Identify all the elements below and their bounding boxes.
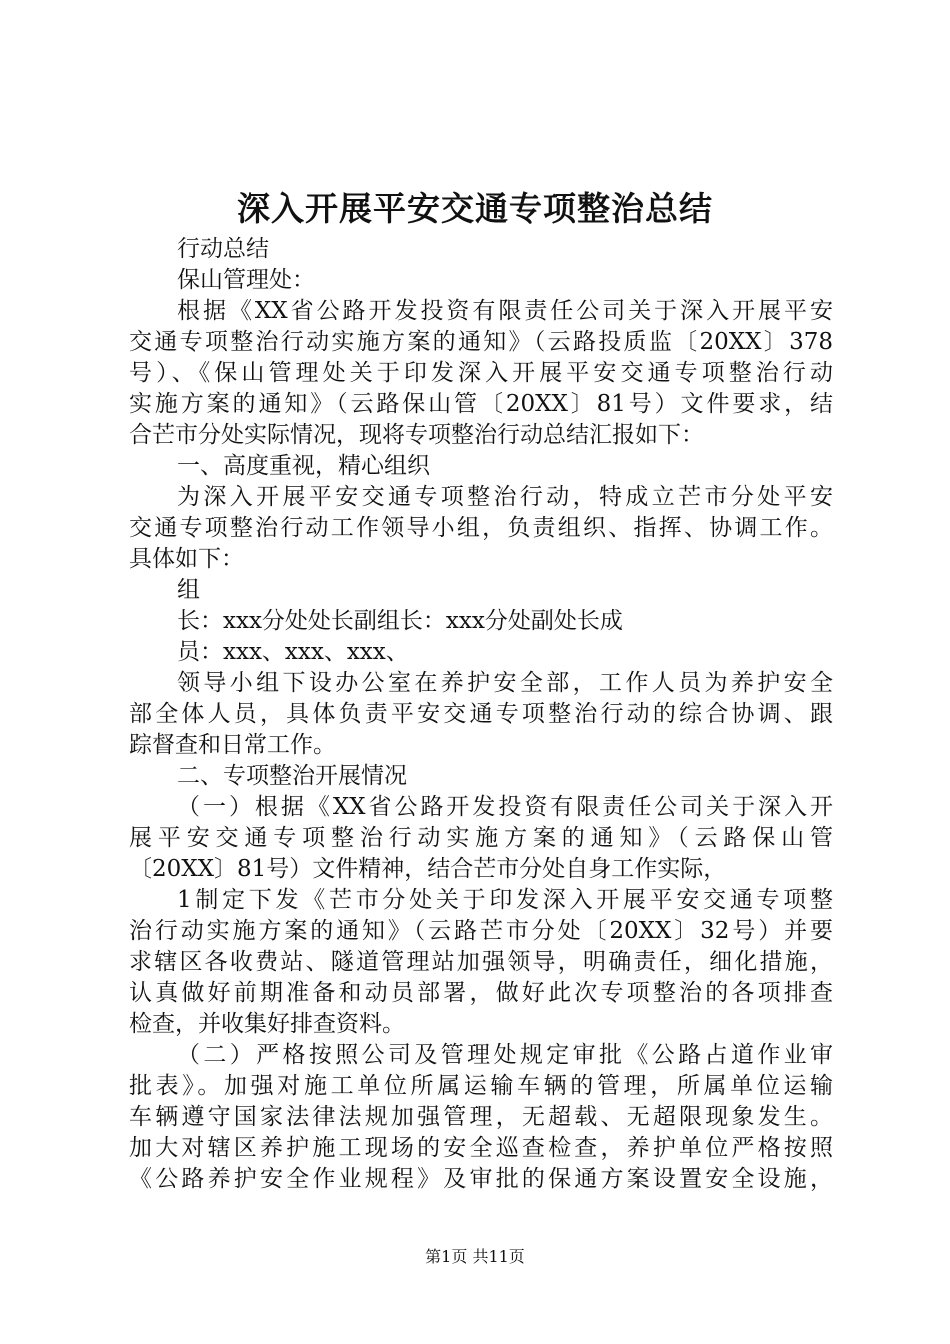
body-line: 一、高度重视，精心组织 (177, 453, 430, 479)
body-line: 踪督查和日常工作。 (129, 732, 336, 758)
body-line: 1制定下发《芒市分处关于印发深入开展平安交通专项整 (177, 887, 833, 913)
body-line: 展平安交通专项整治行动实施方案的通知》（云路保山管 (129, 825, 833, 851)
body-line: 求辖区各收费站、隧道管理站加强领导，明确责任，细化措施， (129, 949, 833, 975)
body-line: 根据《XX省公路开发投资有限责任公司关于深入开展平安 (177, 298, 833, 324)
body-line: 加大对辖区养护施工现场的安全巡查检查，养护单位严格按照 (129, 1135, 833, 1161)
body-line: 保山管理处： (177, 267, 315, 293)
body-line: 交通专项整治行动实施方案的通知》（云路投质监〔20XX〕378 (129, 329, 833, 355)
document-title: 深入开展平安交通专项整治总结 (237, 189, 713, 228)
body-line: 为深入开展平安交通专项整治行动，特成立芒市分处平安 (177, 484, 833, 510)
body-line: 长：xxx分处处长副组长：xxx分处副处长成 (177, 608, 623, 634)
body-line: 认真做好前期准备和动员部署，做好此次专项整治的各项排查 (129, 980, 833, 1006)
body-line: 批表》。加强对施工单位所属运输车辆的管理，所属单位运输 (129, 1073, 833, 1099)
body-line: 具体如下： (129, 546, 244, 572)
body-line: 交通专项整治行动工作领导小组，负责组织、指挥、协调工作。 (129, 515, 833, 541)
body-line: （二）严格按照公司及管理处规定审批《公路占道作业审 (177, 1042, 833, 1068)
page-footer: 第1页 共11页 (425, 1247, 525, 1266)
body-line: 号）、《保山管理处关于印发深入开展平安交通专项整治行动 (129, 360, 833, 386)
body-line: 行动总结 (177, 236, 269, 262)
body-line: 员：xxx、xxx、xxx、 (177, 639, 409, 665)
body-line: 治行动实施方案的通知》（云路芒市分处〔20XX〕32号）并要 (129, 918, 833, 944)
body-line: （一）根据《XX省公路开发投资有限责任公司关于深入开 (177, 794, 833, 820)
body-line: 部全体人员，具体负责平安交通专项整治行动的综合协调、跟 (129, 701, 833, 727)
body-line: 合芒市分处实际情况，现将专项整治行动总结汇报如下： (129, 422, 704, 448)
document-body (129, 234, 833, 1195)
body-line: 检查，并收集好排查资料。 (129, 1011, 405, 1037)
body-line: 二、专项整治开展情况 (177, 763, 407, 789)
body-line: 实施方案的通知》（云路保山管〔20XX〕81号）文件要求，结 (129, 391, 833, 417)
body-line: 〔20XX〕81号）文件精神，结合芒市分处自身工作实际， (129, 856, 727, 882)
body-line: 组 (177, 577, 200, 603)
body-line: 领导小组下设办公室在养护安全部，工作人员为养护安全 (177, 670, 833, 696)
body-line: 《公路养护安全作业规程》及审批的保通方案设置安全设施， (129, 1166, 833, 1192)
body-line: 车辆遵守国家法律法规加强管理，无超载、无超限现象发生。 (129, 1104, 833, 1130)
